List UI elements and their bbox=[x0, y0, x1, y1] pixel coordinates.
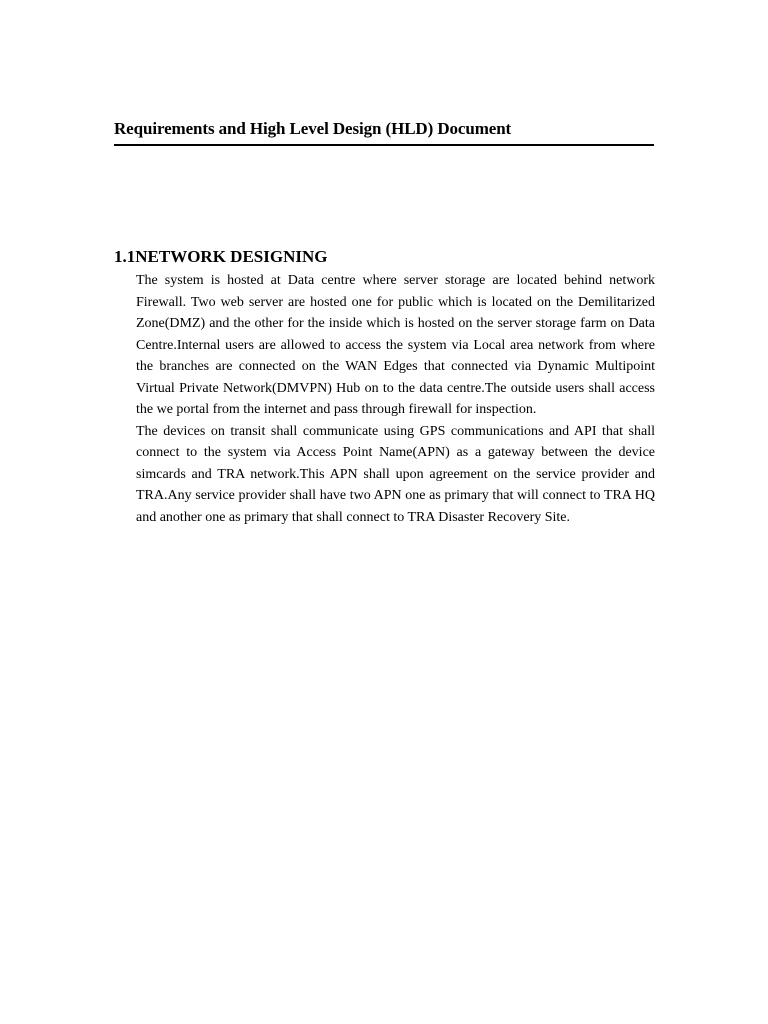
document-title: Requirements and High Level Design (HLD) Document bbox=[114, 119, 512, 138]
section-body bbox=[136, 270, 655, 528]
section-heading: 1.1NETWORK DESIGNING bbox=[114, 247, 328, 266]
document-header bbox=[114, 118, 654, 146]
paragraph-network-overview: The system is hosted at Data centre where server storage are located behind network Firewall. Two web server are hosted one for public which is located on the Demilitarized Zone(DMZ) and the other for the inside which is hosted on the server storage farm on Data Centre.Internal users are allowed to access the system via Local area network from where the branches are connected on the WAN Edges that connected via Dynamic Multipoint Virtual Private Network(DMVPN) Hub on to the data centre.The outside users shall access the we portal from the internet and pass through firewall for inspection. bbox=[136, 273, 655, 417]
paragraph-devices-apn: The devices on transit shall communicate using GPS communications and API that shall connect to the system via Access Point Name(APN) as a gateway between the device simcards and TRA network.This APN shall upon agreement on the service provider and TRA.Any service provider shall have two APN one as primary that will connect to TRA HQ and another one as primary that shall connect to TRA Disaster Recovery Site. bbox=[136, 423, 655, 525]
